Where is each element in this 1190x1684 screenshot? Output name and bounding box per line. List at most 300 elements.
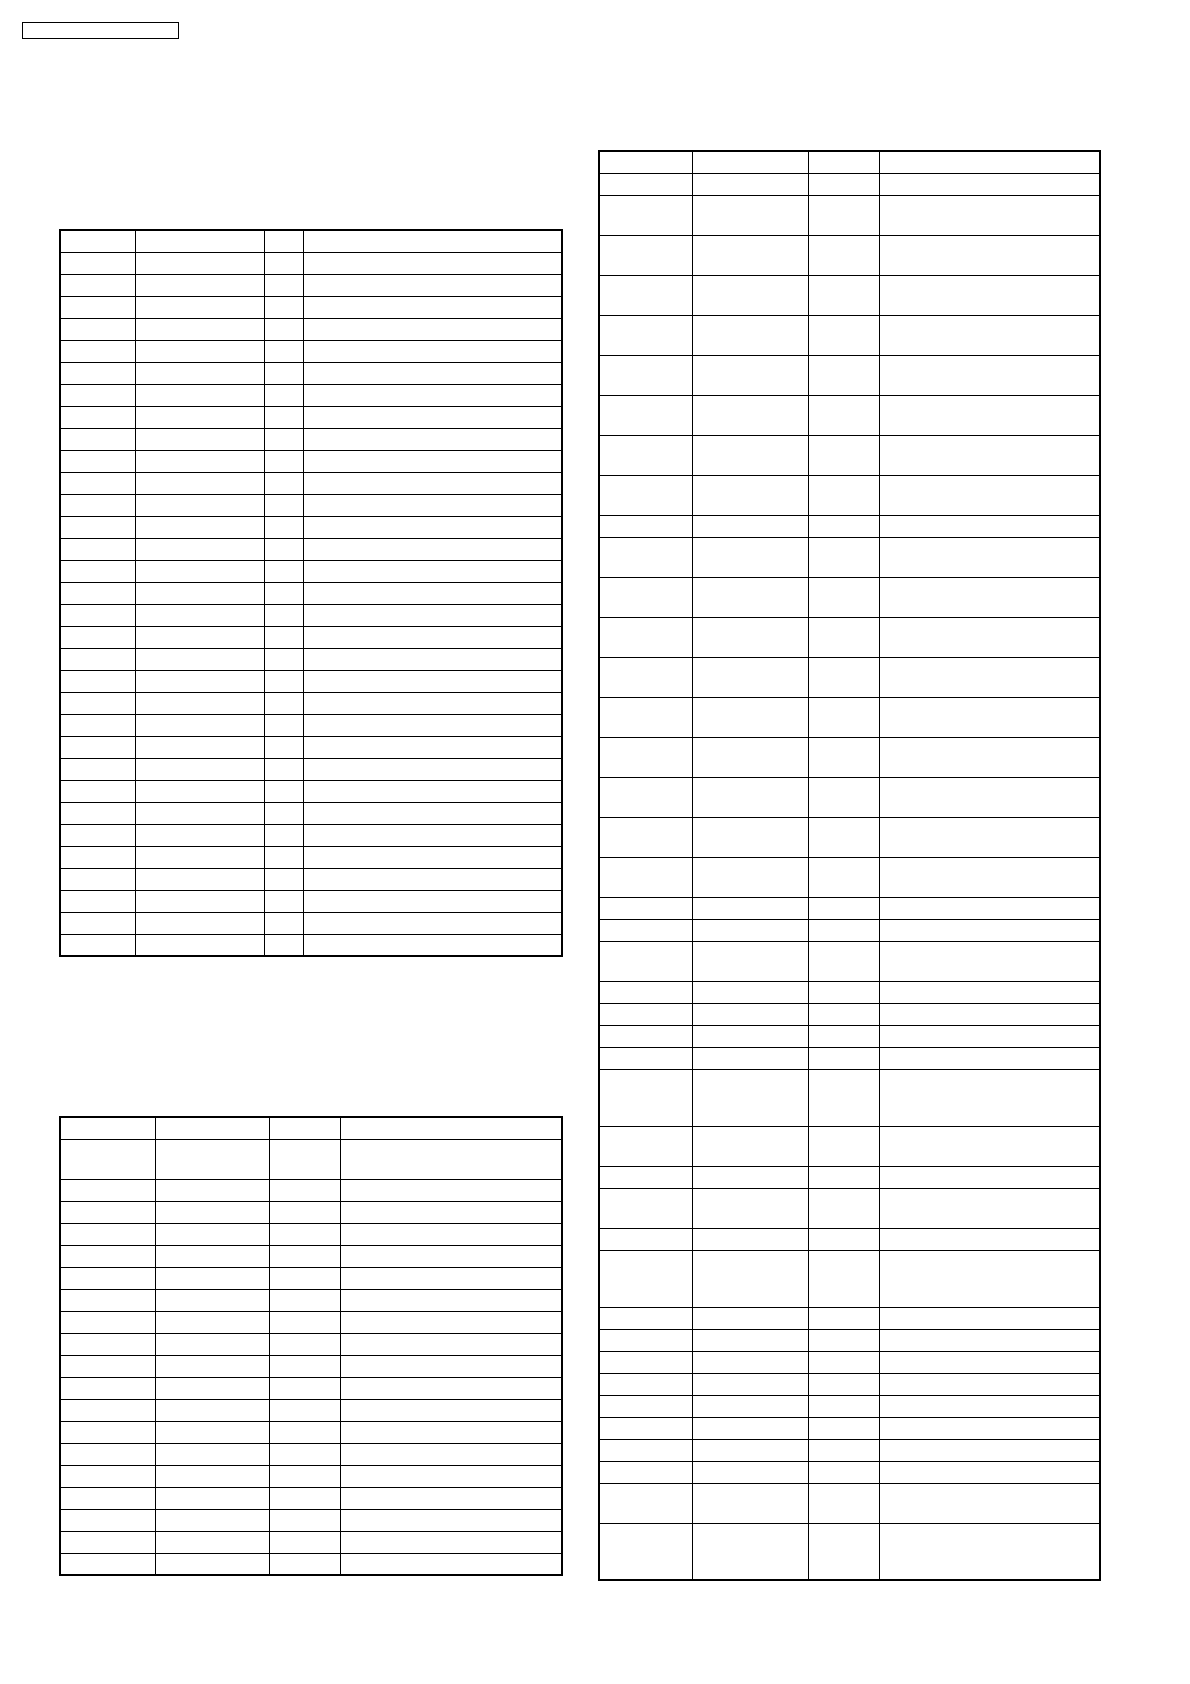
table-row (60, 802, 562, 824)
table-row (60, 1201, 562, 1223)
table-cell (599, 981, 692, 1003)
table-cell (808, 577, 879, 617)
table-cell (135, 472, 264, 494)
table-cell (60, 1487, 155, 1509)
table-cell (155, 1509, 269, 1531)
table-cell (692, 1417, 808, 1439)
table-row (599, 1166, 1100, 1188)
table-row (599, 1126, 1100, 1166)
table-cell (808, 1069, 879, 1126)
table-cell (599, 919, 692, 941)
table-cell (599, 515, 692, 537)
table-row (60, 1421, 562, 1443)
table-cell (808, 275, 879, 315)
table-cell (60, 1267, 155, 1289)
table-cell (340, 1377, 562, 1399)
table-cell (599, 1373, 692, 1395)
table-cell (599, 1003, 692, 1025)
table-cell (879, 235, 1100, 275)
table-cell (692, 235, 808, 275)
table-cell (303, 318, 562, 340)
table-cell (303, 714, 562, 736)
table-cell (264, 428, 303, 450)
table-cell (60, 1531, 155, 1553)
table-row (60, 472, 562, 494)
table-cell (340, 1179, 562, 1201)
table-cell (692, 395, 808, 435)
table-cell (135, 868, 264, 890)
table-cell (808, 355, 879, 395)
table-cell (269, 1333, 340, 1355)
table-cell (340, 1333, 562, 1355)
table-cell (692, 941, 808, 981)
table-cell (135, 714, 264, 736)
table-cell (692, 1126, 808, 1166)
table-cell (303, 450, 562, 472)
table-cell (599, 1461, 692, 1483)
table-cell (303, 802, 562, 824)
table-cell (264, 384, 303, 406)
table-cell (264, 318, 303, 340)
table-cell (135, 428, 264, 450)
table-row (599, 151, 1100, 173)
table-cell (340, 1311, 562, 1333)
table-cell (60, 1443, 155, 1465)
table-cell (879, 275, 1100, 315)
table-cell (599, 435, 692, 475)
table-cell (269, 1443, 340, 1465)
table-cell (808, 475, 879, 515)
table-cell (135, 802, 264, 824)
table-cell (599, 235, 692, 275)
table-cell (60, 1421, 155, 1443)
table-cell (340, 1421, 562, 1443)
table-cell (135, 494, 264, 516)
table-cell (808, 1250, 879, 1307)
table-cell (599, 897, 692, 919)
table-cell (340, 1289, 562, 1311)
table-cell (599, 777, 692, 817)
table-row (60, 1179, 562, 1201)
table-cell (879, 737, 1100, 777)
table-row (60, 1377, 562, 1399)
table-cell (692, 475, 808, 515)
table-cell (269, 1377, 340, 1399)
table-cell (692, 1523, 808, 1580)
table-cell (599, 1228, 692, 1250)
table-cell (599, 1307, 692, 1329)
table-cell (340, 1553, 562, 1575)
table-row (599, 981, 1100, 1003)
table-cell (60, 802, 135, 824)
table-row (60, 516, 562, 538)
table-cell (155, 1139, 269, 1179)
table-row (599, 617, 1100, 657)
table-cell (303, 604, 562, 626)
table-cell (599, 173, 692, 195)
table-cell (303, 736, 562, 758)
table-cell (340, 1223, 562, 1245)
table-cell (303, 824, 562, 846)
table-cell (60, 494, 135, 516)
table-cell (264, 626, 303, 648)
table-cell (60, 736, 135, 758)
table-cell (135, 340, 264, 362)
table-row (599, 1373, 1100, 1395)
table-cell (135, 912, 264, 934)
table-cell (155, 1245, 269, 1267)
table-row (60, 868, 562, 890)
table-cell (599, 941, 692, 981)
table-row (60, 1553, 562, 1575)
table-cell (808, 1417, 879, 1439)
table-row (60, 1443, 562, 1465)
table-row (599, 697, 1100, 737)
table-cell (808, 315, 879, 355)
table-cell (303, 670, 562, 692)
table-row (60, 1333, 562, 1355)
table-cell (303, 230, 562, 252)
table-cell (60, 1377, 155, 1399)
table-row (60, 780, 562, 802)
table-cell (264, 758, 303, 780)
table-cell (60, 670, 135, 692)
table-cell (60, 1245, 155, 1267)
table-cell (269, 1223, 340, 1245)
table-row (60, 912, 562, 934)
table-cell (135, 450, 264, 472)
table-cell (155, 1531, 269, 1553)
table-row (599, 537, 1100, 577)
table-cell (879, 1166, 1100, 1188)
table-cell (269, 1117, 340, 1139)
spec-table-left-bottom (59, 1116, 563, 1576)
table-cell (599, 697, 692, 737)
table-cell (269, 1531, 340, 1553)
table-row (60, 384, 562, 406)
table-cell (692, 515, 808, 537)
table-cell (692, 897, 808, 919)
table-cell (264, 868, 303, 890)
table-row (599, 919, 1100, 941)
table-cell (692, 1307, 808, 1329)
table-cell (60, 846, 135, 868)
table-cell (135, 538, 264, 560)
table-row (60, 406, 562, 428)
table-row (60, 318, 562, 340)
table-cell (60, 890, 135, 912)
table-row (60, 1267, 562, 1289)
table-cell (264, 274, 303, 296)
table-cell (879, 151, 1100, 173)
table-cell (808, 1228, 879, 1250)
table-row (599, 315, 1100, 355)
table-cell (264, 670, 303, 692)
table-row (60, 1509, 562, 1531)
table-row (599, 1395, 1100, 1417)
table-cell (135, 890, 264, 912)
table-cell (808, 1188, 879, 1228)
table-cell (303, 582, 562, 604)
table-cell (135, 384, 264, 406)
table-cell (879, 1417, 1100, 1439)
table-cell (135, 318, 264, 340)
table-cell (879, 697, 1100, 737)
table-cell (599, 195, 692, 235)
table-cell (340, 1443, 562, 1465)
table-cell (808, 617, 879, 657)
table-cell (599, 1166, 692, 1188)
table-cell (135, 406, 264, 428)
table-row (599, 355, 1100, 395)
table-cell (60, 538, 135, 560)
table-cell (692, 1188, 808, 1228)
table-cell (879, 777, 1100, 817)
table-cell (808, 1523, 879, 1580)
table-cell (60, 692, 135, 714)
table-cell (60, 1201, 155, 1223)
table-cell (879, 1069, 1100, 1126)
table-row (60, 1487, 562, 1509)
table-row (599, 857, 1100, 897)
table-cell (692, 1373, 808, 1395)
table-row (599, 515, 1100, 537)
table-cell (879, 1025, 1100, 1047)
table-cell (808, 1483, 879, 1523)
table-cell (60, 274, 135, 296)
table-cell (692, 435, 808, 475)
table-cell (808, 697, 879, 737)
table-cell (60, 934, 135, 956)
table-cell (692, 1025, 808, 1047)
table-row (599, 173, 1100, 195)
table-cell (155, 1117, 269, 1139)
table-cell (269, 1355, 340, 1377)
table-cell (60, 912, 135, 934)
table-row (599, 1439, 1100, 1461)
table-row (60, 890, 562, 912)
table-cell (808, 515, 879, 537)
table-cell (155, 1399, 269, 1421)
table-cell (879, 315, 1100, 355)
table-row (599, 577, 1100, 617)
table-cell (879, 1483, 1100, 1523)
table-cell (135, 626, 264, 648)
table-row (60, 1399, 562, 1421)
table-row (599, 1417, 1100, 1439)
table-cell (269, 1421, 340, 1443)
table-row (60, 1139, 562, 1179)
table-cell (692, 697, 808, 737)
table-cell (879, 657, 1100, 697)
table-cell (599, 1329, 692, 1351)
table-cell (599, 657, 692, 697)
table-cell (303, 296, 562, 318)
table-cell (808, 151, 879, 173)
table-row (60, 538, 562, 560)
table-cell (60, 230, 135, 252)
table-cell (340, 1399, 562, 1421)
table-cell (264, 824, 303, 846)
table-cell (264, 340, 303, 362)
table-cell (135, 934, 264, 956)
table-cell (264, 890, 303, 912)
table-row (599, 395, 1100, 435)
table-cell (60, 1117, 155, 1139)
table-cell (808, 919, 879, 941)
table-cell (879, 1461, 1100, 1483)
table-row (599, 475, 1100, 515)
table-cell (879, 617, 1100, 657)
table-cell (60, 252, 135, 274)
table-cell (599, 1439, 692, 1461)
table-cell (692, 1329, 808, 1351)
table-cell (303, 428, 562, 450)
table-cell (264, 296, 303, 318)
table-cell (808, 1003, 879, 1025)
table-cell (60, 318, 135, 340)
table-cell (155, 1179, 269, 1201)
table-row (60, 1311, 562, 1333)
table-cell (303, 648, 562, 670)
table-cell (340, 1355, 562, 1377)
table-row (599, 1047, 1100, 1069)
table-cell (60, 1139, 155, 1179)
table-cell (269, 1399, 340, 1421)
table-cell (60, 1333, 155, 1355)
table-cell (303, 472, 562, 494)
table-row (60, 692, 562, 714)
table-cell (692, 737, 808, 777)
table-row (599, 1228, 1100, 1250)
table-cell (879, 1228, 1100, 1250)
table-row (599, 1188, 1100, 1228)
table-row (599, 195, 1100, 235)
table-cell (303, 340, 562, 362)
table-cell (340, 1487, 562, 1509)
table-cell (60, 1399, 155, 1421)
table-cell (269, 1509, 340, 1531)
table-row (60, 604, 562, 626)
table-cell (135, 582, 264, 604)
table-cell (599, 1351, 692, 1373)
table-row (599, 1003, 1100, 1025)
table-cell (60, 1223, 155, 1245)
table-cell (692, 151, 808, 173)
table-row (60, 274, 562, 296)
table-row (60, 648, 562, 670)
table-cell (808, 657, 879, 697)
table-cell (155, 1333, 269, 1355)
table-cell (135, 274, 264, 296)
table-cell (303, 252, 562, 274)
table-cell (135, 362, 264, 384)
table-cell (879, 537, 1100, 577)
table-cell (879, 981, 1100, 1003)
table-row (60, 296, 562, 318)
table-cell (264, 912, 303, 934)
table-row (599, 1351, 1100, 1373)
table-row (599, 1523, 1100, 1580)
table-cell (808, 1395, 879, 1417)
table-row (599, 817, 1100, 857)
table-cell (808, 1166, 879, 1188)
table-cell (340, 1509, 562, 1531)
table-cell (692, 195, 808, 235)
table-row (599, 1329, 1100, 1351)
table-cell (135, 670, 264, 692)
table-cell (303, 384, 562, 406)
table-cell (879, 1329, 1100, 1351)
table-cell (135, 230, 264, 252)
table-cell (599, 1025, 692, 1047)
table-row (60, 934, 562, 956)
table-cell (879, 395, 1100, 435)
table-cell (60, 758, 135, 780)
table-cell (692, 617, 808, 657)
table-cell (269, 1465, 340, 1487)
table-cell (135, 758, 264, 780)
table-cell (303, 538, 562, 560)
table-cell (264, 252, 303, 274)
table-cell (692, 1069, 808, 1126)
table-cell (879, 1439, 1100, 1461)
table-cell (264, 934, 303, 956)
table-cell (303, 274, 562, 296)
table-row (60, 758, 562, 780)
table-cell (808, 195, 879, 235)
table-cell (808, 1025, 879, 1047)
table-cell (692, 1003, 808, 1025)
table-cell (60, 428, 135, 450)
table-cell (60, 450, 135, 472)
table-cell (155, 1421, 269, 1443)
table-row (599, 1483, 1100, 1523)
table-cell (303, 846, 562, 868)
table-cell (60, 340, 135, 362)
table-cell (340, 1267, 562, 1289)
table-cell (264, 560, 303, 582)
table-cell (269, 1139, 340, 1179)
table-cell (879, 897, 1100, 919)
table-cell (808, 1373, 879, 1395)
table-cell (879, 919, 1100, 941)
table-cell (269, 1553, 340, 1575)
table-cell (808, 1126, 879, 1166)
table-cell (599, 577, 692, 617)
table-cell (135, 560, 264, 582)
table-cell (808, 1329, 879, 1351)
table-cell (879, 1047, 1100, 1069)
table-cell (879, 173, 1100, 195)
table-cell (60, 714, 135, 736)
table-cell (808, 897, 879, 919)
table-cell (264, 802, 303, 824)
table-row (60, 1355, 562, 1377)
table-cell (60, 472, 135, 494)
table-cell (135, 604, 264, 626)
table-cell (264, 604, 303, 626)
table-cell (879, 1250, 1100, 1307)
table-cell (808, 235, 879, 275)
table-cell (60, 560, 135, 582)
table-cell (879, 355, 1100, 395)
table-cell (599, 475, 692, 515)
table-cell (264, 406, 303, 428)
table-cell (60, 1509, 155, 1531)
table-cell (879, 817, 1100, 857)
table-cell (808, 435, 879, 475)
